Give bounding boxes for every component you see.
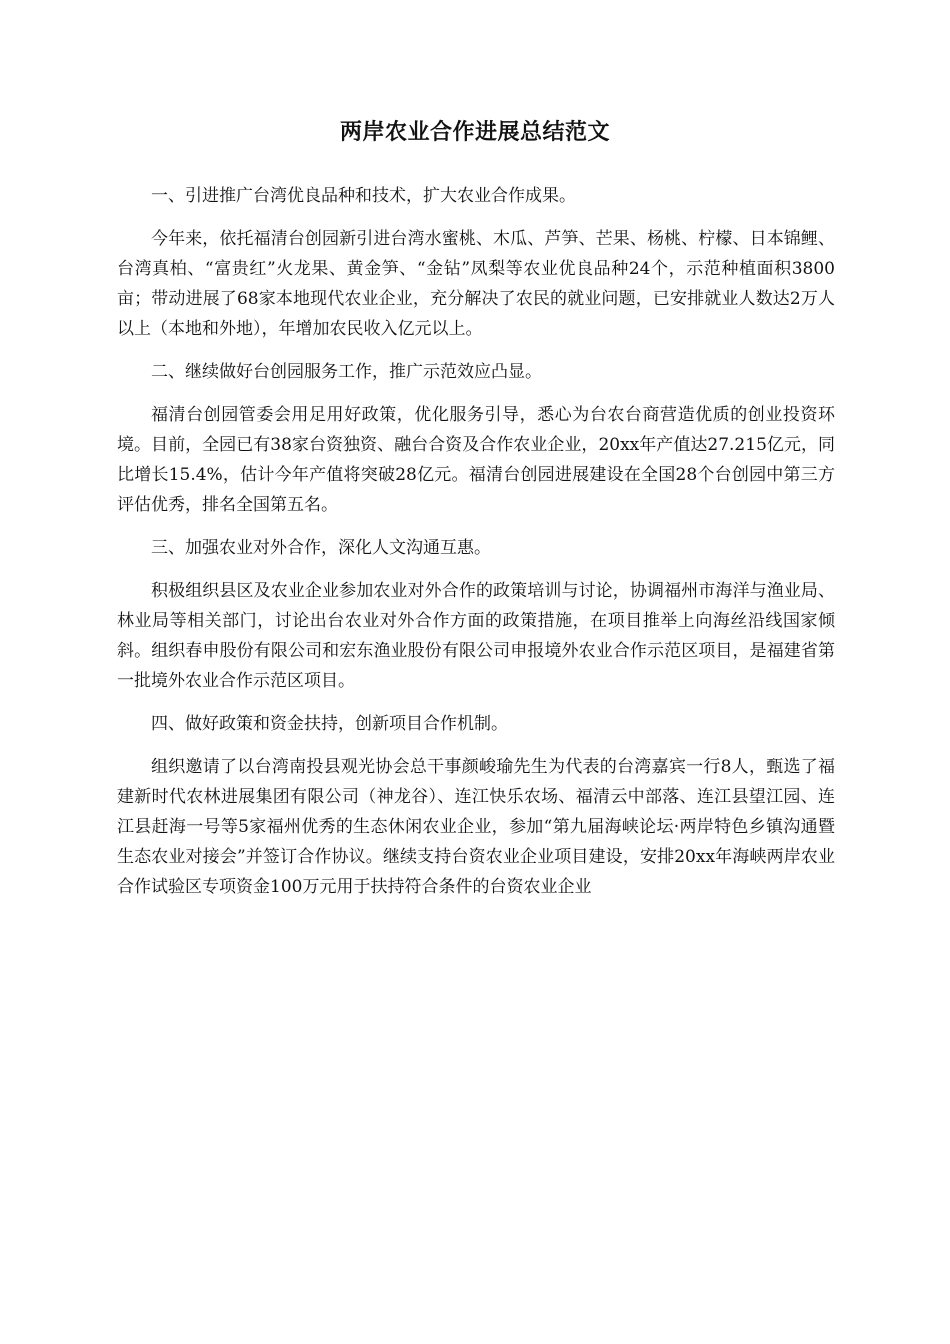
- body-paragraph-3: 积极组织县区及农业企业参加农业对外合作的政策培训与讨论，协调福州市海洋与渔业局、林业局等相关部门，讨论出台农业对外合作方面的政策措施，在项目推举上向海丝沿线国家倾斜。组织春申股份有限公司和宏东渔业股份有限公司申报境外农业合作示范区项目，是福建省第一批境外农业合作示范区项目。: [117, 581, 835, 691]
- body-paragraph-2: 福清台创园管委会用足用好政策，优化服务引导，悉心为台农台商营造优质的创业投资环境。目前，全园已有38家台资独资、融台合资及合作农业企业，20xx年产值达27.215亿元，同比增长15.4%，估计今年产值将突破28亿元。福清台创园进展建设在全国28个台创园中第三方评估优秀，排名全国第五名。: [117, 405, 835, 515]
- body-paragraph-4: 组织邀请了以台湾南投县观光协会总干事颜峻瑜先生为代表的台湾嘉宾一行8人，甄选了福建新时代农林进展集团有限公司（神龙谷）、连江快乐农场、福清云中部落、连江县望江园、连江县赶海一号等5家福州优秀的生态休闲农业企业，参加“第九届海峡论坛·两岸特色乡镇沟通暨生态农业对接会”并签订合作协议。继续支持台资农业企业项目建设，安排20xx年海峡两岸农业合作试验区专项资金100万元用于扶持符合条件的台资农业企业: [117, 757, 835, 897]
- document-title: 两岸农业合作进展总结范文: [339, 120, 610, 145]
- section-heading-4: 四、做好政策和资金扶持，创新项目合作机制。: [151, 714, 508, 734]
- section-heading-1: 一、引进推广台湾优良品种和技术，扩大农业合作成果。: [151, 186, 576, 206]
- body-paragraph-1: 今年来，依托福清台创园新引进台湾水蜜桃、木瓜、芦笋、芒果、杨桃、柠檬、日本锦鲤、台湾真柏、“富贵红”火龙果、黄金笋、“金钻”凤梨等农业优良品种24个，示范种植面积3800亩；带动进展了68家本地现代农业企业，充分解决了农民的就业问题，已安排就业人数达2万人以上（本地和外地），年增加农民收入亿元以上。: [117, 229, 835, 339]
- section-heading-3: 三、加强农业对外合作，深化人文沟通互惠。: [151, 538, 491, 558]
- section-heading-2: 二、继续做好台创园服务工作，推广示范效应凸显。: [151, 362, 542, 382]
- document-body: [117, 181, 835, 915]
